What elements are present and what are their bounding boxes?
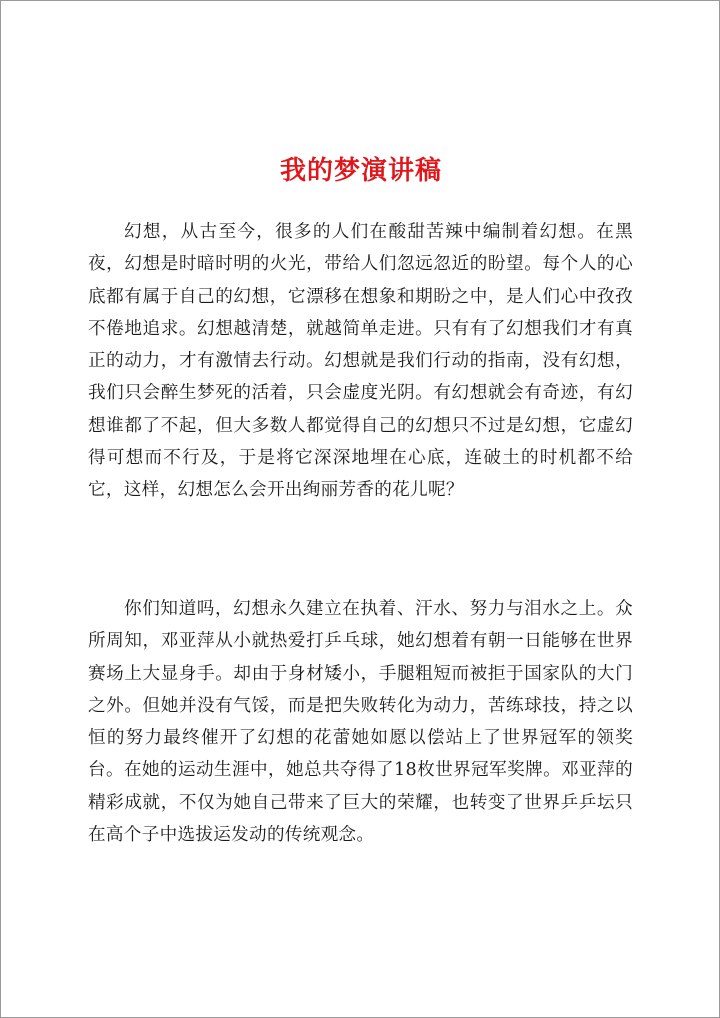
paragraph-1: 幻想，从古至今，很多的人们在酸甜苦辣中编制着幻想。在黑夜，幻想是时暗时明的火光，带给人们忽远忽近的盼望。每个人的心底都有属于自己的幻想，它漂移在想象和期盼之中，是人们心中孜孜不倦地追求。幻想越清楚，就越简单走进。只有有了幻想我们才有真正的动力，才有激情去行动。幻想就是我们行动的指南，没有幻想，我们只会醉生梦死的活着，只会虚度光阴。有幻想就会有奇迹，有幻想谁都了不起，但大多数人都觉得自己的幻想只不过是幻想，它虚幻得可想而不行及，于是将它深深地埋在心底，连破土的时机都不给它，这样，幻想怎么会开出绚丽芳香的花儿呢？ [88, 222, 633, 501]
paragraph-2: 你们知道吗，幻想永久建立在执着、汗水、努力与泪水之上。众所周知，邓亚萍从小就热爱打乒乓球，她幻想着有朝一日能够在世界赛场上大显身手。却由于身材矮小，手腿粗短而被拒于国家队的大门之外。但她并没有气馁，而是把失败转化为动力，苦练球技，持之以恒的努力最终催开了幻想的花蕾她如愿以偿站上了世界冠军的领奖台。在她的运动生涯中，她总共夺得了18枚世界冠军奖牌。邓亚萍的精彩成就，不仅为她自己带来了巨大的荣耀，也转变了世界乒乒坛只在高个子中选拔运发动的传统观念。 [88, 599, 633, 846]
document-title: 我的梦演讲稿 [279, 156, 442, 186]
